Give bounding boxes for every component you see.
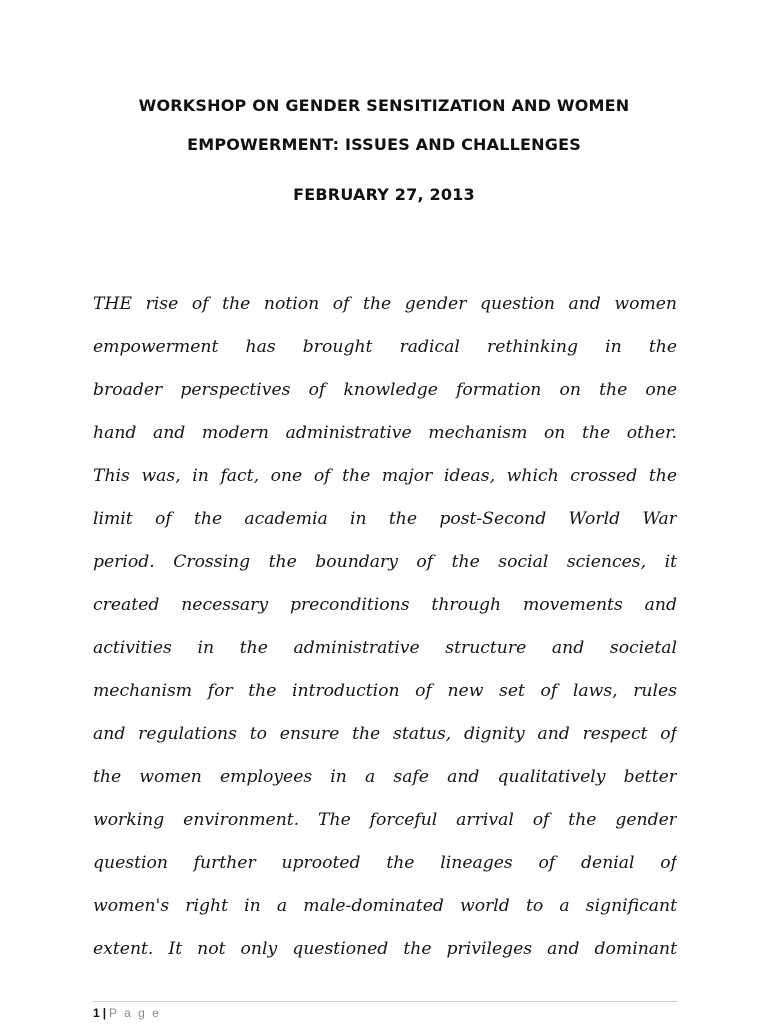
paragraph-line: THE rise of the notion of the gender question and women xyxy=(93,294,677,314)
page-label: P a g e xyxy=(109,1006,161,1020)
paragraph-line: created necessary preconditions through movements and xyxy=(93,595,677,615)
document-title-line-1: WORKSHOP ON GENDER SENSITIZATION AND WOMEN xyxy=(138,96,630,115)
paragraph-line: empowerment has brought radical rethinking in the xyxy=(93,337,677,357)
paragraph-line: This was, in fact, one of the major ideas, which crossed the xyxy=(93,466,677,486)
body-paragraph xyxy=(93,283,677,971)
paragraph-line: limit of the academia in the post-Second World War xyxy=(93,509,677,529)
page-number: 1 xyxy=(93,1006,100,1020)
footer-separator: | xyxy=(102,1006,107,1020)
paragraph-line: broader perspectives of knowledge formation on the one xyxy=(93,380,677,400)
paragraph-line: extent. It not only questioned the privileges and dominant xyxy=(93,939,677,959)
paragraph-line: question further uprooted the lineages of denial of xyxy=(93,853,677,873)
page-footer xyxy=(93,1005,161,1021)
paragraph-line: the women employees in a safe and qualitatively better xyxy=(93,767,677,787)
paragraph-line: mechanism for the introduction of new set of laws, rules xyxy=(93,681,677,701)
paragraph-line: period. Crossing the boundary of the social sciences, it xyxy=(93,552,677,572)
paragraph-line: women's right in a male-dominated world to a significant xyxy=(93,896,677,916)
paragraph-line: activities in the administrative structure and societal xyxy=(93,638,677,658)
paragraph-line: working environment. The forceful arrival of the gender xyxy=(93,810,677,830)
paragraph-line: hand and modern administrative mechanism on the other. xyxy=(93,423,677,443)
document-title-line-2: EMPOWERMENT: ISSUES AND CHALLENGES xyxy=(187,135,581,154)
paragraph-line: and regulations to ensure the status, dignity and respect of xyxy=(93,724,677,744)
footer-divider xyxy=(93,1001,677,1002)
document-date: FEBRUARY 27, 2013 xyxy=(293,185,475,204)
